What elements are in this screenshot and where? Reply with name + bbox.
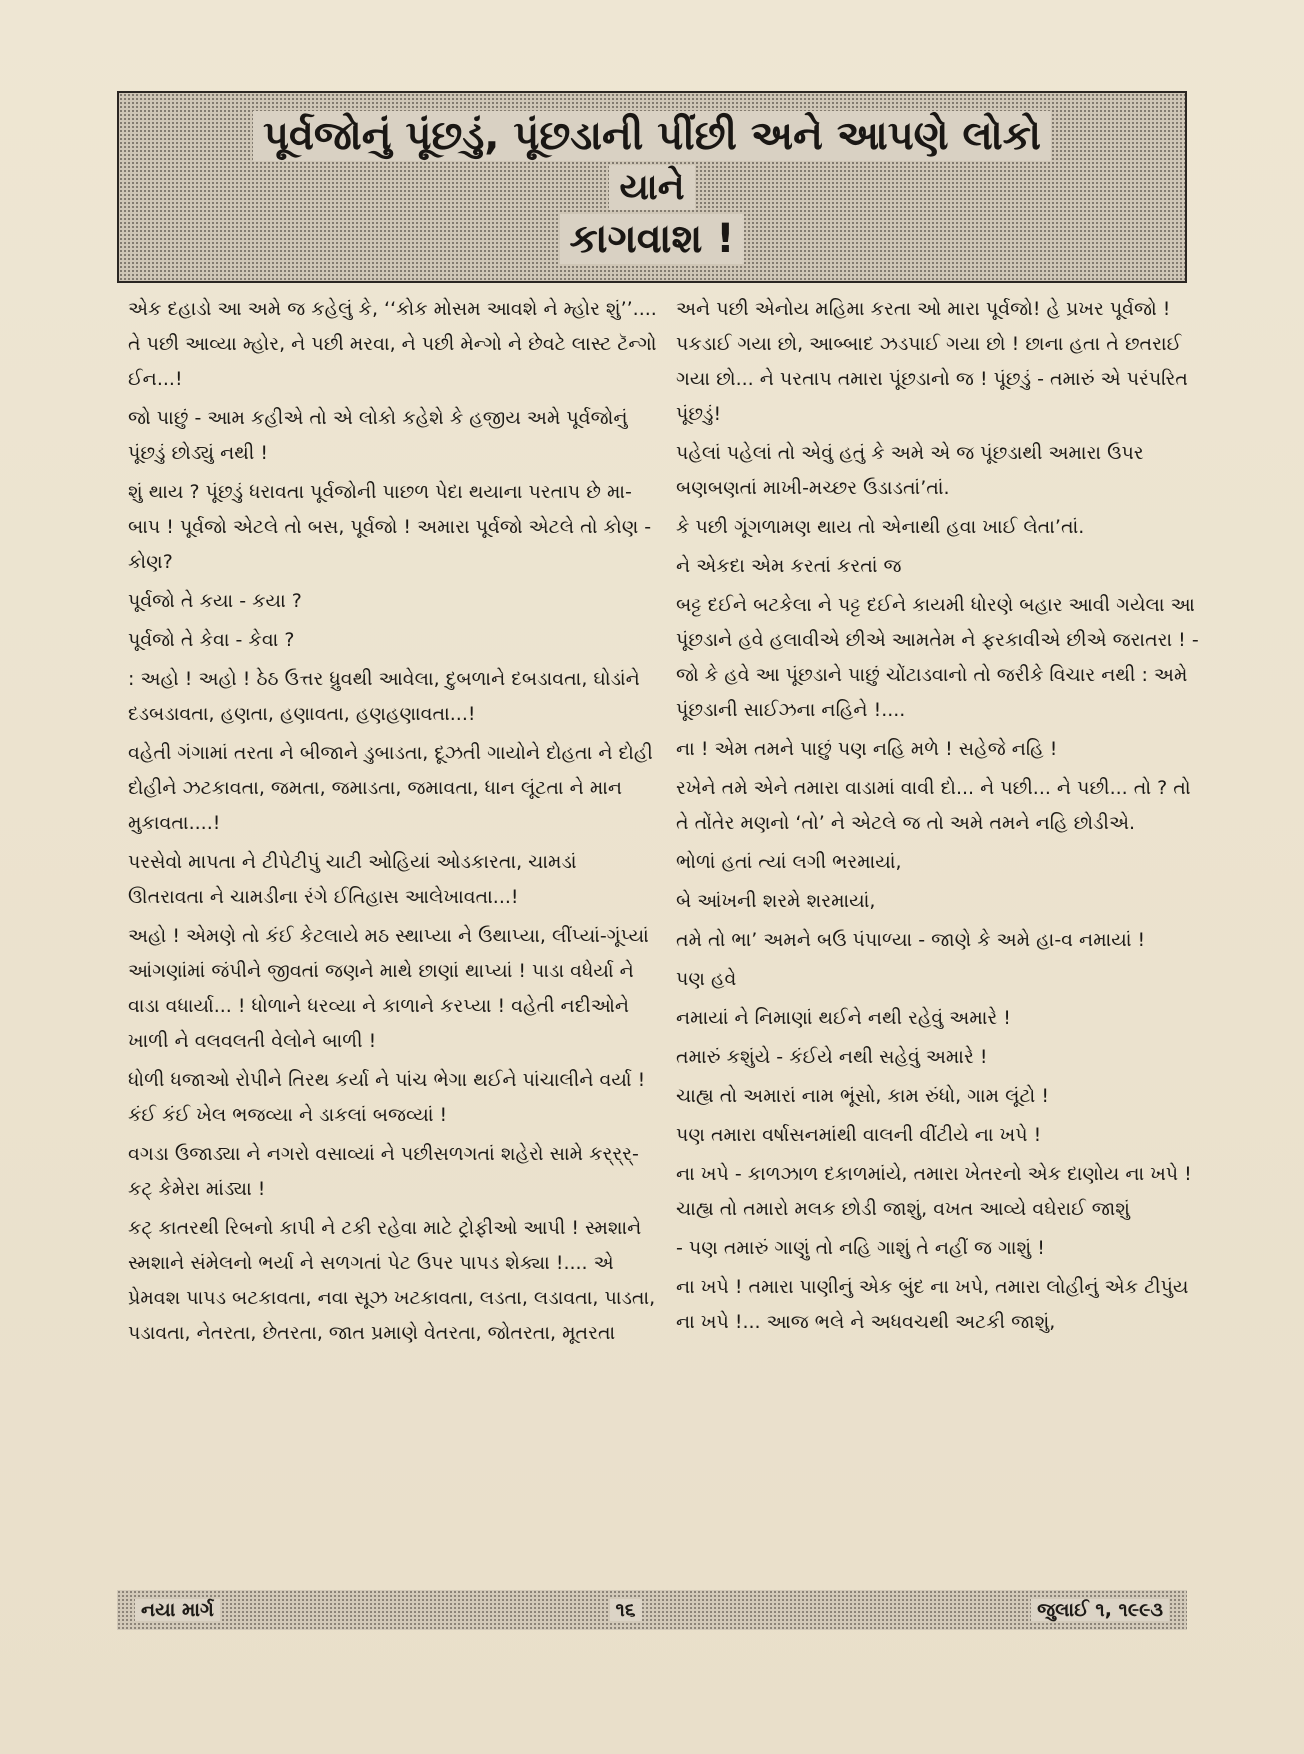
paragraph: વહેતી ગંગામાં તરતા ને બીજાને ડુબાડતા, દૂઝતી ગાયોને દોહતા ને દોહી દોહીને ઝટકાવતા, જમતા, જમાડતા, જમાવતા, ધાન લૂંટતા ને માન મુકાવતા....!	[128, 742, 653, 834]
paragraph: અને પછી એનોય મહિમા કરતા ઓ મારા પૂર્વજો! હે પ્રખર પૂર્વજો ! પકડાઈ ગયા છો, આબ્બાદ ઝડપાઈ ગયા છો ! છાના હતા તે છતરાઈ ગયા છો... ને પરતાપ તમારા પૂંછડાનો જ ! પૂંછડું - તમારું એ પરંપરિત પૂંછડું!	[676, 298, 1188, 425]
paragraph: ના ખપે ! તમારા પાણીનું એક બુંદ ના ખપે, તમારા લોહીનું એક ટીપુંય ના ખપે !... આજ ભલે ને અધવચથી અટકી જાશું,	[676, 1276, 1189, 1333]
paragraph: પહેલાં પહેલાં તો એવું હતું કે અમે એ જ પૂંછડાથી અમારા ઉપર બણબણતાં માખી-મચ્છર ઉડાડતાં’તાં.	[676, 442, 1144, 499]
paragraph: પણ હવે	[676, 968, 737, 990]
paragraph: ને એકદા એમ કરતાં કરતાં જ	[676, 555, 902, 577]
title-line-3: કાગવાશ !	[560, 214, 745, 264]
paragraph: ધોળી ધજાઓ રોપીને તિરથ કર્યા ને પાંચ ભેગા થઈને પાંચાલીને વર્યા ! કંઈ કંઈ ખેલ ભજવ્યા ને ડાકલાં બજવ્યાં !	[128, 1069, 646, 1126]
paragraph: પૂર્વજો તે કયા - કયા ?	[128, 590, 302, 612]
left-column	[128, 292, 658, 1355]
page-footer	[117, 1590, 1187, 1630]
title-line-1: પૂર્વજોનું પૂંછડું, પૂંછડાની પીંછી અને આપણે લોકો	[253, 111, 1051, 161]
paragraph: કે પછી ગૂંગળામણ થાય તો એનાથી હવા ખાઈ લેતા’તાં.	[676, 516, 1085, 538]
footer-magazine-name: નયા માર્ગ	[135, 1599, 220, 1621]
paragraph: વગડા ઉજાડ્યા ને નગરો વસાવ્યાં ને પછીસળગતાં શહેરો સામે કર્‌ર્‌ર્‌-કટ્ કેમેરા માંડ્યા !	[128, 1143, 639, 1200]
paragraph: નમાયાં ને નિમાણાં થઈને નથી રહેવું અમારે !	[676, 1007, 1011, 1029]
paragraph: ના ! એમ તમને પાછું પણ નહિ મળે ! સહેજે નહિ !	[676, 738, 1058, 760]
paragraph: કટ્ કાતરથી રિબનો કાપી ને ટકી રહેવા માટે ટ્રોફીઓ આપી ! સ્મશાને સ્મશાને સંમેલનો ભર્યા ને સળગતાં પેટ ઉપર પાપડ શેક્યા !.... એ પ્રેમવશ પાપડ બટકાવતા, નવા સૂઝ ખટકાવતા, લડતા, લડાવતા, પાડતા, પડાવતા, નેતરતા, છેતરતા, જાત પ્રમાણે વેતરતા, જોતરતા, મૂતરતા	[128, 1217, 656, 1344]
paragraph: એક દહાડો આ અમે જ કહેલું કે, ‘‘કોક મોસમ આવશે ને મ્હોર શું’’.... તે પછી આવ્યા મ્હોર, ને પછી મરવા, ને પછી મેન્ગો ને છેવટે લાસ્ટ ટૅન્ગો ઈન...!	[128, 298, 657, 390]
paragraph: રખેને તમે એને તમારા વાડામાં વાવી દો... ને પછી... ને પછી... તો ? તો તે તોંતેર મણનો ‘તો’ ને એટલે જ તો અમે તમને નહિ છોડીએ.	[676, 777, 1191, 834]
title-line-2: યાને	[609, 165, 694, 210]
paragraph: તમારું કશુંયે - કંઈયે નથી સહેવું અમારે !	[676, 1046, 988, 1068]
paragraph: જો પાછું - આમ કહીએ તો એ લોકો કહેશે કે હજીય અમે પૂર્વજોનું પૂંછડું છોડ્યું નથી !	[128, 407, 628, 464]
paragraph: પણ તમારા વર્ષાસનમાંથી વાલની વીંટીયે ના ખપે !	[676, 1124, 1042, 1146]
paragraph: : અહો ! અહો ! ઠેઠ ઉત્તર ધ્રુવથી આવેલા, દુબળાને દબડાવતા, ઘોડાંને દડબડાવતા, હણતા, હણાવતા, હણહણાવતા...!	[128, 668, 640, 725]
paragraph: તમે તો ભા’ અમને બઉ પંપાળ્યા - જાણે કે અમે હા-વ નમાયાં !	[676, 929, 1146, 951]
title-box	[117, 91, 1187, 283]
paragraph: - પણ તમારું ગાણું તો નહિ ગાશું તે નહીં જ ગાશું !	[676, 1237, 1045, 1259]
paragraph: ચાહ્ય તો અમારાં નામ ભૂંસો, કામ રુંધો, ગામ લૂંટો !	[676, 1085, 1049, 1107]
right-column	[676, 292, 1206, 1344]
paragraph: બટ્ટ દઈને બટકેલા ને પટ્ટ દઈને કાયમી ધોરણે બહાર આવી ગયેલા આ પૂંછડાને હવે હલાવીએ છીએ આમતેમ ને ફરકાવીએ છીએ જરાતરા ! - જો કે હવે આ પૂંછડાને પાછું ચોંટાડવાનો તો જરીકે વિચાર નથી : અમે પૂંછડાની સાઈઝના નહિને !....	[676, 594, 1199, 721]
paragraph: બે આંખની શરમે શરમાયાં,	[676, 890, 876, 912]
footer-page-number: ૧૬	[610, 1599, 642, 1621]
paragraph: પૂર્વજો તે કેવા - કેવા ?	[128, 629, 295, 651]
paragraph: ના ખપે - કાળઝાળ દકાળમાંયે, તમારા ખેતરનો એક દાણોય ના ખપે ! ચાહ્ય તો તમારો મલક છોડી જાશું, વખત આવ્યે વઘેરાઈ જાશું	[676, 1163, 1192, 1220]
paragraph: અહો ! એમણે તો કંઈ કેટલાયે મઠ સ્થાપ્યા ને ઉથાપ્યા, લીંપ્યાં-ગૂંપ્યાં આંગણાંમાં જંપીને જીવતાં જણને માથે છાણાં થાપ્યાં ! પાડા વધેર્યા ને વાડા વધાર્યા... ! ધોળાને ધરવ્યા ને કાળાને કરપ્યા ! વહેતી નદીઓને ખાળી ને વલવલતી વેલોને બાળી !	[128, 925, 649, 1052]
paragraph: ભોળાં હતાં ત્યાં લગી ભરમાયાં,	[676, 851, 902, 873]
paragraph: પરસેવો માપતા ને ટીપેટીપું ચાટી ઓહિયાં ઓડકારતા, ચામડાં ઊતરાવતા ને ચામડીના રંગે ઈતિહાસ આલેખાવતા...!	[128, 851, 577, 908]
footer-date: જુલાઈ ૧, ૧૯૯૩	[1031, 1599, 1169, 1621]
paragraph: શું થાય ? પૂંછડું ધરાવતા પૂર્વજોની પાછળ પેદા થયાના પરતાપ છે મા-બાપ ! પૂર્વજો એટલે તો બસ, પૂર્વજો ! અમારા પૂર્વજો એટલે તો કોણ - કોણ?	[128, 481, 652, 573]
